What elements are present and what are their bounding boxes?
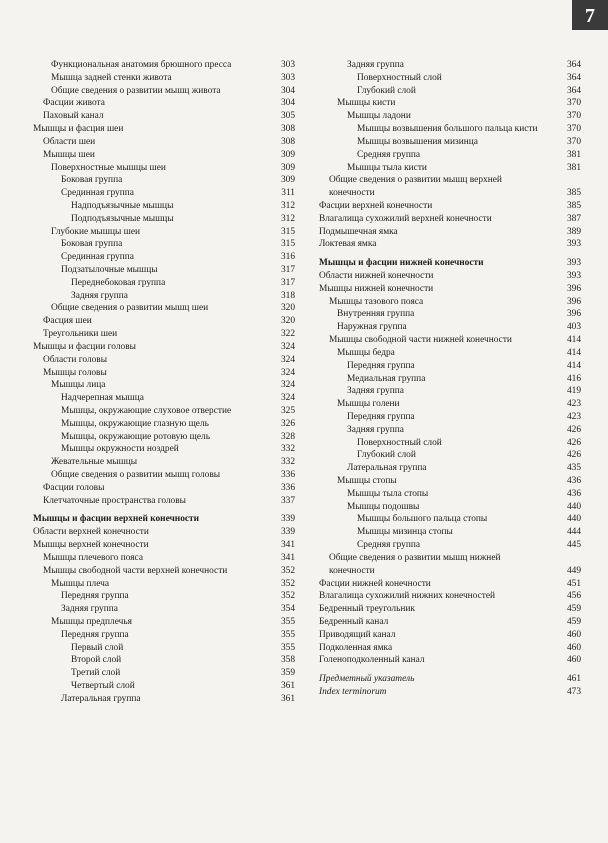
toc-entry-title: Мышцы предплечья	[51, 616, 132, 627]
toc-entry-page: 426	[566, 437, 581, 448]
toc-entry	[33, 149, 295, 162]
toc-entry-title: Общие сведения о развитии мышц живота	[51, 85, 221, 96]
toc-entry	[33, 302, 295, 315]
toc-entry-title: Подзатылочные мышцы	[61, 265, 158, 275]
toc-entry-page: 370	[566, 111, 581, 122]
toc-entry	[33, 277, 295, 290]
toc-entry-page: 414	[566, 335, 581, 346]
toc-entry-title: Мышцы тазового пояса	[329, 296, 424, 307]
toc-entry-title: Мышцы и фасции верхней конечности	[33, 514, 200, 525]
toc-entry-page: 387	[566, 213, 581, 224]
toc-entry	[33, 405, 295, 418]
toc-entry-page: 461	[566, 674, 581, 685]
toc-entry-title: Общие сведения о развитии мышц шеи	[51, 303, 209, 314]
toc-entry	[33, 680, 295, 693]
toc-entry-page: 459	[566, 604, 581, 615]
toc-entry-title: Мышцы, окружающие ротовую щель	[61, 431, 210, 442]
toc-entry	[33, 482, 295, 495]
toc-entry	[319, 123, 581, 136]
toc-entry	[33, 443, 295, 456]
toc-entry-page: 426	[566, 450, 581, 461]
toc-entry-page: 305	[280, 111, 295, 122]
toc-entry-page: 308	[280, 136, 295, 147]
toc-column-right	[319, 59, 581, 699]
toc-entry-title: Фасции верхней конечности	[319, 200, 433, 211]
toc-entry-title: Влагалища сухожилий нижних конечностей	[319, 591, 496, 602]
toc-entry	[33, 238, 295, 251]
toc-entry	[319, 360, 581, 373]
toc-entry-page: 473	[566, 687, 581, 697]
toc-entry-page: 370	[566, 98, 581, 109]
toc-entry	[33, 110, 295, 123]
toc-entry-page: 341	[280, 552, 295, 563]
toc-entry-title: Мышцы головы	[43, 367, 107, 378]
toc-entry-title: Бедренный треугольник	[319, 604, 415, 615]
toc-entry-page: 436	[566, 488, 581, 499]
toc-entry	[33, 187, 295, 200]
toc-entry-title: Мышцы тыла кисти	[347, 162, 427, 173]
toc-entry-title: Задняя группа	[61, 604, 118, 615]
toc-entry-page: 325	[280, 405, 295, 416]
toc-entry-page: 354	[280, 604, 295, 615]
toc-entry-page: 336	[280, 470, 295, 480]
toc-entry-page: 355	[280, 642, 295, 653]
toc-entry	[33, 456, 295, 469]
toc-entry-title: Средняя группа	[357, 149, 421, 160]
toc-entry	[33, 59, 295, 72]
toc-entry-title: Мышцы кисти	[337, 98, 396, 109]
toc-entry-title: Мышцы плечевого пояса	[43, 552, 143, 563]
toc-entry-page: 309	[280, 149, 295, 160]
toc-entry-page: 339	[280, 514, 295, 525]
toc-entry	[319, 149, 581, 162]
toc-entry-title: Функциональная анатомия брюшного пресса	[51, 60, 232, 70]
toc-entry	[33, 213, 295, 226]
toc-entry-title: Мышцы и фасции головы	[33, 341, 136, 352]
toc-entry	[319, 590, 581, 603]
toc-entry	[319, 270, 581, 283]
toc-entry	[33, 328, 295, 341]
toc-entry	[319, 385, 581, 398]
toc-entry-title: Мышцы шеи	[43, 149, 95, 160]
toc-entry-page: 445	[566, 540, 581, 551]
toc-entry	[33, 264, 295, 277]
toc-entry-title: Мышцы окружности ноздрей	[61, 444, 179, 455]
toc-entry-title: Области головы	[43, 354, 108, 365]
toc-entry	[319, 85, 581, 98]
toc-entry-title: Глубокие мышцы шеи	[51, 226, 140, 237]
toc-entry-page: 359	[280, 668, 295, 679]
toc-entry-page: 414	[566, 347, 581, 358]
toc-entry-title: Средняя группа	[357, 540, 421, 551]
toc-entry	[33, 513, 295, 526]
toc-entry-page: 385	[566, 200, 581, 211]
toc-entry	[33, 418, 295, 431]
toc-entry-title: Мышцы возвышения мизинца	[357, 136, 478, 147]
toc-entry	[319, 226, 581, 239]
toc-entry	[33, 315, 295, 328]
toc-entry-page: 332	[280, 444, 295, 455]
toc-entry-page: 324	[280, 341, 295, 352]
toc-entry-page: 389	[566, 226, 581, 237]
toc-entry-title: Index terminorum	[319, 687, 387, 697]
toc-entry-page: 352	[280, 565, 295, 576]
toc-entry-page: 311	[281, 188, 295, 199]
toc-entry-title: Мышцы возвышения большого пальца кисти	[357, 124, 538, 135]
toc-entry	[319, 642, 581, 655]
toc-entry-page: 341	[280, 540, 295, 551]
toc-entry	[33, 693, 295, 706]
toc-entry	[33, 72, 295, 85]
toc-entry-page: 309	[280, 162, 295, 173]
toc-entry-page: 444	[566, 527, 581, 538]
toc-entry-title: Срединная группа	[61, 188, 134, 199]
toc-entry-title: Жевательные мышцы	[51, 457, 138, 468]
toc-entry-title: Мышцы, окружающие слуховое отверстие	[61, 405, 232, 416]
toc-entry-title: Медиальная группа	[347, 373, 426, 384]
toc-entry-page: 370	[566, 124, 581, 135]
toc-entry-title: Второй слой	[71, 655, 122, 666]
toc-entry	[33, 469, 295, 482]
toc-entry-title: Надподъязычные мышцы	[71, 200, 174, 211]
toc-entry-title: Общие сведения о развитии мышц головы	[51, 470, 221, 480]
toc-entry	[33, 431, 295, 444]
toc-entry-page: 304	[280, 85, 295, 96]
toc-entry-page: 322	[280, 329, 295, 340]
toc-entry-page: 426	[566, 424, 581, 435]
toc-entry-page: 460	[566, 629, 581, 640]
toc-entry-page: 352	[280, 578, 295, 589]
toc-entry-page: 358	[280, 655, 295, 666]
toc-entry	[319, 283, 581, 296]
toc-entry-page: 336	[280, 482, 295, 493]
toc-entry-title: Мышцы стопы	[337, 476, 397, 486]
toc-entry	[319, 539, 581, 552]
toc-entry-title: Четвертый слой	[71, 681, 135, 691]
toc-entry-title: Мышцы ладони	[347, 111, 411, 122]
toc-entry	[33, 136, 295, 149]
toc-entry	[319, 686, 581, 699]
toc-entry-title: Передняя группа	[61, 629, 129, 640]
toc-entry	[33, 200, 295, 213]
toc-entry-page: 315	[280, 226, 295, 237]
toc-entry	[33, 629, 295, 642]
toc-entry-page: 435	[566, 463, 581, 474]
toc-entry-page: 370	[566, 136, 581, 147]
toc-entry	[319, 603, 581, 616]
toc-column-left	[33, 59, 295, 706]
toc-entry-title: Глубокий слой	[357, 450, 416, 461]
toc-entry	[319, 238, 581, 251]
toc-entry-title: Первый слой	[71, 642, 124, 653]
toc-entry-title: Подмышечная ямка	[319, 226, 398, 237]
toc-entry	[319, 373, 581, 386]
toc-entry-title: Общие сведения о развитии мышц верхней конечности	[329, 175, 502, 199]
toc-entry-page: 419	[566, 386, 581, 397]
toc-entry-page: 393	[566, 258, 581, 269]
toc-entry	[319, 257, 581, 270]
toc-entry	[319, 411, 581, 424]
toc-entry-page: 326	[280, 418, 295, 429]
toc-entry	[33, 354, 295, 367]
toc-entry-title: Задняя группа	[347, 60, 404, 70]
toc-entry	[33, 97, 295, 110]
toc-entry-page: 396	[566, 283, 581, 294]
toc-entry-title: Голеноподколенный канал	[319, 655, 425, 666]
toc-entry-page: 361	[280, 681, 295, 691]
toc-entry	[33, 616, 295, 629]
toc-entry-page: 364	[566, 72, 581, 83]
toc-entry-title: Мышцы плеча	[51, 578, 110, 589]
toc-entry-page: 315	[280, 239, 295, 250]
toc-entry-title: Фасции головы	[43, 482, 105, 493]
toc-entry	[33, 174, 295, 187]
toc-entry-title: Предметный указатель	[319, 674, 415, 685]
toc-entry-page: 316	[280, 252, 295, 263]
toc-entry-title: Подколенная ямка	[319, 642, 393, 653]
toc-entry	[319, 552, 581, 578]
toc-entry-title: Влагалища сухожилий верхней конечности	[319, 213, 492, 224]
toc-entry-page: 396	[566, 309, 581, 320]
toc-entry-title: Мышцы и фасция шеи	[33, 124, 124, 135]
toc-entry	[33, 162, 295, 175]
toc-entry-title: Задняя группа	[347, 424, 404, 435]
toc-entry-page: 436	[566, 476, 581, 486]
toc-entry-page: 440	[566, 514, 581, 525]
toc-entry-page: 317	[280, 277, 295, 288]
toc-entry-page: 355	[280, 629, 295, 640]
toc-entry	[319, 213, 581, 226]
toc-entry	[319, 673, 581, 686]
toc-entry	[319, 162, 581, 175]
toc-entry-page: 456	[566, 591, 581, 602]
toc-entry-title: Клетчаточные пространства головы	[43, 495, 186, 506]
toc-entry-page: 324	[280, 380, 295, 391]
toc-entry	[319, 526, 581, 539]
toc-entry-title: Мышцы бедра	[337, 347, 395, 358]
toc-entry	[33, 367, 295, 380]
toc-entry	[33, 251, 295, 264]
toc-entry	[33, 642, 295, 655]
toc-entry-title: Латеральная группа	[347, 463, 427, 474]
toc-entry-page: 449	[566, 565, 581, 576]
toc-entry	[33, 578, 295, 591]
toc-entry-page: 451	[566, 578, 581, 589]
toc-entry	[319, 513, 581, 526]
toc-entry-title: Приводящий канал	[319, 629, 396, 640]
toc-entry	[319, 654, 581, 667]
toc-entry-title: Фасции живота	[43, 98, 105, 109]
toc-entry-title: Надчерепная мышца	[61, 393, 144, 404]
toc-entry	[319, 501, 581, 514]
toc-entry-page: 303	[280, 72, 295, 83]
toc-entry-title: Треугольники шеи	[43, 329, 118, 340]
toc-entry-title: Внутренняя группа	[337, 309, 415, 320]
toc-entry-title: Мышцы лица	[51, 380, 106, 391]
toc-entry	[33, 654, 295, 667]
toc-entry-page: 364	[566, 85, 581, 96]
toc-entry	[319, 616, 581, 629]
toc-entry-title: Поверхностный слой	[357, 437, 442, 448]
toc-entry-title: Боковая группа	[61, 239, 123, 250]
toc-entry-page: 339	[280, 527, 295, 538]
toc-entry-page: 355	[280, 616, 295, 627]
toc-entry-title: Мышцы большого пальца стопы	[357, 514, 488, 525]
toc-entry	[33, 226, 295, 239]
toc-entry	[33, 565, 295, 578]
toc-entry	[33, 539, 295, 552]
toc-entry-page: 460	[566, 642, 581, 653]
toc-entry-title: Задняя группа	[71, 290, 128, 301]
toc-entry	[319, 174, 581, 200]
toc-entry	[319, 136, 581, 149]
toc-entry-title: Мышцы тыла стопы	[347, 488, 429, 499]
toc-entry-title: Третий слой	[71, 668, 121, 679]
toc-entry	[319, 347, 581, 360]
toc-entry-page: 304	[280, 98, 295, 109]
toc-entry	[319, 488, 581, 501]
toc-entry	[33, 341, 295, 354]
toc-entry-title: Подподъязычные мышцы	[71, 213, 174, 224]
toc-entry	[319, 449, 581, 462]
toc-entry-title: Передняя группа	[347, 411, 415, 422]
toc-entry-title: Локтевая ямка	[319, 239, 377, 250]
toc-entry	[319, 334, 581, 347]
toc-entry-page: 393	[566, 239, 581, 250]
toc-entry	[319, 321, 581, 334]
toc-entry-title: Мышцы подошвы	[347, 501, 420, 512]
toc-entry-title: Области нижней конечности	[319, 271, 434, 281]
toc-entry	[319, 200, 581, 213]
toc-entry-page: 312	[280, 213, 295, 224]
toc-entry-title: Срединная группа	[61, 252, 134, 263]
toc-entry-page: 423	[566, 399, 581, 410]
toc-entry-title: Общие сведения о развитии мышц нижней конечности	[329, 552, 501, 576]
toc-entry	[33, 552, 295, 565]
toc-entry	[33, 603, 295, 616]
toc-entry	[319, 437, 581, 450]
toc-entry-page: 332	[280, 457, 295, 468]
toc-entry-page: 352	[280, 591, 295, 602]
toc-entry-title: Латеральная группа	[61, 693, 141, 704]
toc-entry	[319, 72, 581, 85]
toc-entry-page: 324	[280, 354, 295, 365]
toc-entry	[319, 308, 581, 321]
toc-entry-title: Передняя группа	[347, 360, 415, 371]
toc-entry	[33, 379, 295, 392]
toc-entry	[319, 398, 581, 411]
toc-entry-title: Паховый канал	[43, 111, 104, 122]
toc-entry-page: 303	[280, 60, 295, 70]
toc-entry-title: Области шеи	[43, 136, 96, 147]
toc-entry-title: Мышцы свободной части нижней конечности	[329, 335, 512, 346]
toc-entry	[33, 667, 295, 680]
toc-entry-page: 385	[566, 188, 581, 199]
toc-entry-page: 324	[280, 367, 295, 378]
toc-entry-title: Мышцы верхней конечности	[33, 540, 149, 551]
toc-entry-title: Области верхней конечности	[33, 527, 149, 538]
toc-entry	[33, 290, 295, 303]
toc-entry-title: Глубокий слой	[357, 85, 416, 96]
toc-entry-page: 320	[280, 303, 295, 314]
toc-entry-page: 312	[280, 200, 295, 211]
toc-entry-title: Мышцы, окружающие глазную щель	[61, 418, 209, 429]
toc-entry-title: Мышцы и фасции нижней конечности	[319, 258, 484, 269]
toc-entry	[319, 462, 581, 475]
toc-entry-page: 361	[280, 693, 295, 704]
toc-entry	[33, 392, 295, 405]
toc-entry-title: Мышцы нижней конечности	[319, 283, 434, 294]
page-number: 7	[572, 0, 608, 30]
toc-entry	[319, 475, 581, 488]
toc-entry-page: 423	[566, 411, 581, 422]
toc-entry-title: Мышцы мизинца стопы	[357, 527, 453, 538]
toc-entry-page: 324	[280, 393, 295, 404]
toc-entry	[319, 578, 581, 591]
toc-entry-title: Фасция шеи	[43, 316, 92, 327]
toc-entry-page: 328	[280, 431, 295, 442]
toc-entry-title: Боковая группа	[61, 175, 123, 186]
toc-entry	[33, 123, 295, 136]
toc-entry-title: Поверхностный слой	[357, 72, 442, 83]
toc-entry-page: 381	[566, 162, 581, 173]
toc-entry-page: 317	[280, 265, 295, 275]
toc-entry-title: Мышцы свободной части верхней конечности	[43, 565, 228, 576]
toc-entry-page: 396	[566, 296, 581, 307]
toc-entry-page: 393	[566, 271, 581, 281]
toc-entry-page: 337	[280, 495, 295, 506]
toc-entry-title: Задняя группа	[347, 386, 404, 397]
toc-entry-page: 308	[280, 124, 295, 135]
toc-entry	[319, 97, 581, 110]
toc-entry	[33, 495, 295, 508]
toc-entry-page: 414	[566, 360, 581, 371]
toc-entry	[33, 590, 295, 603]
toc-entry-title: Поверхностные мышцы шеи	[51, 162, 166, 173]
toc-entry-page: 309	[280, 175, 295, 186]
toc-entry-title: Наружная группа	[337, 322, 407, 333]
toc-entry	[33, 85, 295, 98]
toc-entry	[319, 59, 581, 72]
toc-entry-title: Передняя группа	[61, 591, 129, 602]
toc-entry	[319, 424, 581, 437]
toc-entry-page: 320	[280, 316, 295, 327]
toc-entry-page: 460	[566, 655, 581, 666]
toc-entry-page: 440	[566, 501, 581, 512]
toc-entry-page: 416	[566, 373, 581, 384]
toc-entry	[319, 296, 581, 309]
toc-entry	[319, 110, 581, 123]
toc-entry-title: Бедренный канал	[319, 616, 389, 627]
toc-entry-page: 381	[566, 149, 581, 160]
toc-entry-page: 364	[566, 60, 581, 70]
toc-entry	[319, 629, 581, 642]
toc-entry-page: 403	[566, 322, 581, 333]
toc-entry-page: 459	[566, 616, 581, 627]
toc-entry-page: 318	[280, 290, 295, 301]
toc-entry	[33, 526, 295, 539]
toc-entry-title: Мышцы голени	[337, 399, 400, 410]
toc-entry-title: Переднебоковая группа	[71, 277, 166, 288]
toc-entry-title: Мышца задней стенки живота	[51, 72, 172, 83]
toc-entry-title: Фасции нижней конечности	[319, 578, 431, 589]
